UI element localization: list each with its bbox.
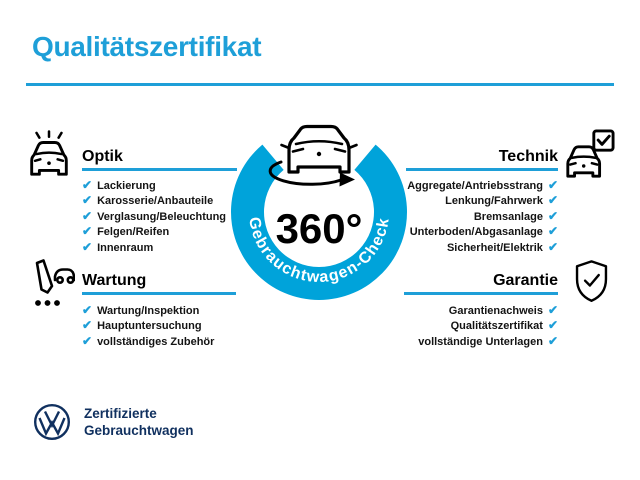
check-item-label: Karosserie/Anbauteile <box>97 195 214 208</box>
check-item <box>82 178 226 194</box>
360-check-badge <box>217 110 427 310</box>
check-icon: ✔ <box>547 208 558 223</box>
check-item <box>407 178 558 194</box>
car-front-shine-icon <box>24 129 74 181</box>
check-item <box>82 319 214 335</box>
footer-brand-line2: Gebrauchtwagen <box>84 422 194 438</box>
check-item <box>418 334 558 350</box>
check-item-label: vollständige Unterlagen <box>418 335 543 348</box>
check-item <box>451 319 558 335</box>
check-item-label: Unterboden/Abgasanlage <box>409 226 543 239</box>
check-icon: ✔ <box>82 333 93 348</box>
check-icon: ✔ <box>547 239 558 254</box>
section-items-wartung <box>82 303 214 350</box>
check-icon: ✔ <box>82 224 93 239</box>
check-icon: ✔ <box>82 318 93 333</box>
check-item-label: Aggregate/Antriebsstrang <box>407 179 543 192</box>
check-icon: ✔ <box>547 333 558 348</box>
check-item <box>474 209 558 225</box>
badge-degree-label: 360° <box>275 205 363 252</box>
footer-brand-line1: Zertifizierte <box>84 406 157 421</box>
check-item-label: Wartung/Inspektion <box>97 304 200 317</box>
check-item <box>447 240 558 256</box>
section-items-optik <box>82 178 226 256</box>
section-title-garantie: Garantie <box>493 272 558 289</box>
check-item-label: Hauptuntersuchung <box>97 320 202 333</box>
section-underline-technik <box>406 168 558 171</box>
title-divider <box>26 83 614 86</box>
check-item <box>410 225 558 241</box>
check-icon: ✔ <box>82 177 93 192</box>
check-item-label: Lackierung <box>97 179 156 192</box>
check-item <box>449 303 558 319</box>
check-item <box>82 240 226 256</box>
badge-ring-label: Gebrauchtwagen-Check <box>245 215 393 287</box>
check-item-label: Garantienachweis <box>448 304 543 317</box>
car-top-rotation-icon <box>270 127 356 187</box>
check-icon: ✔ <box>82 239 93 254</box>
check-item <box>82 209 226 225</box>
section-underline-optik <box>82 168 237 171</box>
check-item-label: Sicherheit/Elektrik <box>446 241 543 254</box>
section-title-technik: Technik <box>498 148 558 165</box>
check-item <box>82 194 226 210</box>
section-underline-wartung <box>82 292 236 295</box>
section-underline-garantie <box>404 292 558 295</box>
check-item-label: vollständiges Zubehör <box>97 335 215 348</box>
vw-logo <box>32 402 72 442</box>
check-item-label: Bremsanlage <box>473 210 543 223</box>
service-checklist-car-icon <box>23 256 75 310</box>
check-item <box>82 225 226 241</box>
check-icon: ✔ <box>82 208 93 223</box>
check-icon: ✔ <box>547 318 558 333</box>
check-item-label: Innenraum <box>97 241 154 254</box>
check-item-label: Felgen/Reifen <box>97 226 170 239</box>
section-title-optik: Optik <box>82 148 123 165</box>
check-item-label: Lenkung/Fahrwerk <box>445 195 543 208</box>
check-item <box>82 303 214 319</box>
check-icon: ✔ <box>547 224 558 239</box>
check-icon: ✔ <box>547 193 558 208</box>
footer-brand-text <box>84 406 194 439</box>
check-icon: ✔ <box>547 177 558 192</box>
check-item-label: Verglasung/Beleuchtung <box>97 210 227 223</box>
check-icon: ✔ <box>82 302 93 317</box>
check-icon: ✔ <box>547 302 558 317</box>
page-title: Qualitätszertifikat <box>32 31 262 62</box>
section-title-wartung: Wartung <box>82 272 147 289</box>
section-items-technik <box>407 178 558 256</box>
car-checkbox-icon <box>562 128 616 180</box>
section-items-garantie <box>418 303 558 350</box>
check-icon: ✔ <box>82 193 93 208</box>
shield-check-icon <box>569 257 614 306</box>
check-item <box>445 194 558 210</box>
check-item <box>82 334 214 350</box>
check-item-label: Qualitätszertifikat <box>450 320 543 333</box>
